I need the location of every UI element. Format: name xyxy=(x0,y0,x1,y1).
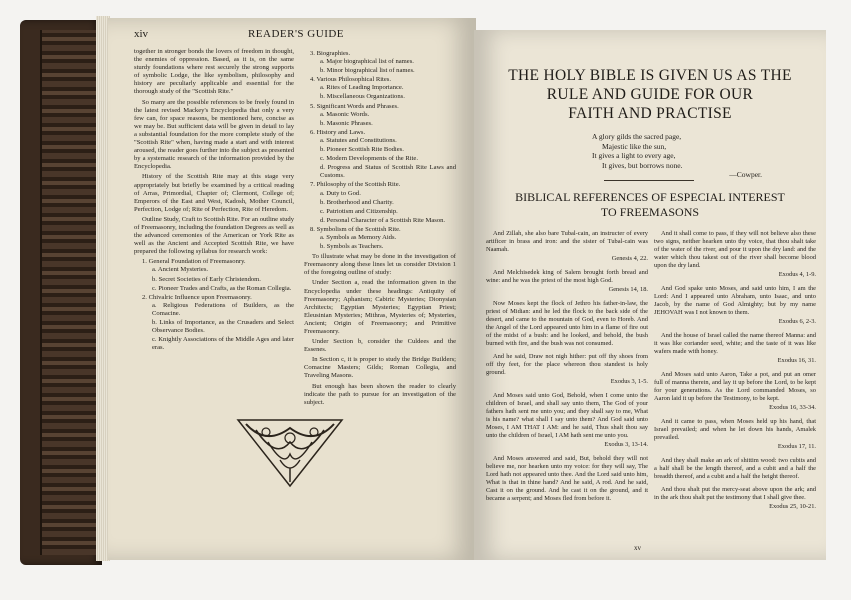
section-title: BIBLICAL REFERENCES OF ESPECIAL INTEREST TO FREEMASONS xyxy=(515,190,785,219)
scripture-reference: Exodus 25, 10-21. xyxy=(769,503,816,510)
scripture-reference: Exodus 3, 13-14. xyxy=(604,441,648,448)
body-paragraph: Under Section a, read the information given in the Encyclopedia under these headings: Antiquity of Freemasonry; Aphanism; Cabiric Mysteries; Dionysian Architects; Egyptian Mysteries; Egyptian Priest; Eleusinian Mysteries; Mithras, Mysteries of; Mysteries, Ancient; Origin of Freemasonry; and Primitive Freemasonry. xyxy=(304,279,456,335)
body-paragraph: Under Section b, consider the Culdees and the Essenes. xyxy=(304,338,456,354)
scripture-passage: And they shall make an ark of shittim wood: two cubits and a half shall be the length thereof, and a cubit and a half the breadth thereof, and a cubit and a half the height thereof. xyxy=(654,457,816,480)
scripture-reference: Exodus 16, 33-34. xyxy=(769,404,816,411)
outline-item: 4. Various Philosophical Rites. a. Rites of Leading Importance. b. Miscellaneous Organizations. xyxy=(310,76,405,101)
scripture-column-left xyxy=(486,230,648,508)
body-paragraph: Outline Study, Craft to Scottish Rite. For an outline study of Freemasonry, including the foundation Degrees as well as the advanced ceremonies of the American or York Rite as well as the Ancient and Accepted Scottish Rite, we have prepared the following syllabus for research work: xyxy=(134,215,294,256)
divider xyxy=(604,180,694,181)
scripture-reference: Exodus 3, 1-5. xyxy=(610,378,648,385)
outline-subitem: b. Links of Importance, as the Crusaders and Select Observance Bodies. xyxy=(152,319,294,335)
scripture-passage: And God spake unto Moses, and said unto him, I am the Lord: And I appeared unto Abraham, unto Isaac, and unto Jacob, by the name of God Almighty; but by my name JEHOVAH was I not known to them. xyxy=(654,285,816,316)
scripture-passage: Now Moses kept the flock of Jethro his father-in-law, the priest of Midian: and he led the flock to the back side of the desert, and came to the mountain of God, even to Horeb. And the Angel of the Lord appeared unto him in a flame of fire out of the midst of a bush: and he looked, and behold, the bush burned with fire, and the bush was not consumed. xyxy=(486,300,648,347)
outline-item: 1. General Foundation of Freemasonry. a. Ancient Mysteries. b. Secret Societies of Early Christendom. c. Pioneer Trades and Crafts, as the Roman Collegia. xyxy=(142,258,294,292)
outline-item: 8. Symbolism of the Scottish Rite. a. Symbols as Memory Aids. b. Symbols as Teachers. xyxy=(310,225,401,251)
right-page xyxy=(474,30,826,560)
page-title: THE HOLY BIBLE IS GIVEN US AS THE RULE AND GUIDE FOR OUR FAITH AND PRACTISE xyxy=(508,67,792,122)
scripture-reference: Genesis 4, 22. xyxy=(611,255,648,262)
cover-ornament xyxy=(40,30,98,555)
scripture-passage: And Melchisedek king of Salem brought forth bread and wine: and he was the priest of the most high God. xyxy=(486,269,648,284)
outline-item: 3. Biographies. a. Major biographical list of names. b. Minor biographical list of names. xyxy=(310,50,415,75)
outline-item: 5. Significant Words and Phrases. a. Masonic Words. b. Masonic Phrases. xyxy=(310,102,399,127)
outline-list-continued xyxy=(310,50,456,251)
scripture-reference: Genesis 14, 18. xyxy=(608,286,648,293)
scripture-passage: And it came to pass, when Moses held up his hand, that Israel prevailed; and when he let down his hands, Amalek prevailed. xyxy=(654,418,816,441)
running-head-title: READER'S GUIDE xyxy=(247,28,345,40)
epigraph-poem: A glory gilds the sacred page, Majestic like the sun, It gives a light to every age, It gives, but borrows none. —Cowper. xyxy=(592,132,792,180)
body-paragraph: So many are the possible references to be freely found in the latest revised Mackey's Encyclopedia that only a very few can, for space reasons, be mentioned here, concise as we may be. But sufficient data will be given in detail to lay a substantial foundation for the more complete study of the "Scottish Rite" when, having made a start and with interest aroused, the reader goes further into the subject as presented by a systematic research of the information provided by the Encyclopedia. xyxy=(134,98,294,171)
outline-item: 2. Chivalric Influence upon Freemasonry. a. Religious Federations of Builders, as the Comacine. b. Links of Importance, as the Crusaders and Select Observance Bodies. c. Knightly Associations of the Middle Ages and later eras. xyxy=(142,293,294,352)
scripture-column-right xyxy=(654,230,816,517)
outline-subitem: c. Pioneer Trades and Crafts, as the Roman Collegia. xyxy=(152,284,292,292)
outline-subitem: a. Religious Federations of Builders, as the Comacine. xyxy=(152,301,294,317)
outline-subitem: b. Secret Societies of Early Christendom. xyxy=(152,275,261,283)
body-paragraph: In Section c, it is proper to study the Bridge Builders; Comacine Masters; Gilds; Roman Collegia, and Traveling Masons. xyxy=(304,356,456,380)
scripture-reference: Exodus 17, 11. xyxy=(777,443,816,450)
decorative-ornament xyxy=(236,416,344,488)
scripture-passage: And Moses said unto God, Behold, when I come unto the children of Israel, and shall say unto them, The God of your fathers hath sent me unto you; and they shall say to me, What is his name? what shall I say unto them? And God said unto Moses, I AM THAT I AM: and he said, Thus shalt thou say unto the children of Israel, I AM hath sent me unto you. xyxy=(486,392,648,439)
scripture-passage: And Zillah, she also bare Tubal-cain, an instructer of every artificer in brass and iron: and the sister of Tubal-cain was Naamah. xyxy=(486,230,648,253)
page-folio: xv xyxy=(634,544,641,552)
right-column xyxy=(304,48,456,409)
body-paragraph: together in stronger bonds the lovers of freedom in thought, the enemies of oppression. Based, as it is, on the same sturdy foundations where rest securely the strong supports of symbolic Lodge, the like symbolism, philosophy and history are peculiarly applicable and essential for the thorough study of the "Scottish Rite." xyxy=(134,48,294,96)
body-paragraph: History of the Scottish Rite may at this stage very appropriately but briefly be examined by a critical reading of Arras, Primordial, Chapter of; Clermont, College of; Emperors of the East and West, Kadosh, Mother Council, Perfection, Lodge of; Rite of Perfection, Rite of Heredom. xyxy=(134,173,294,213)
scripture-passage: And the house of Israel called the name thereof Manna: and it was like coriander seed, white; and the taste of it was like wafers made with honey. xyxy=(654,332,816,355)
scripture-reference: Exodus 4, 1-9. xyxy=(778,271,816,278)
scripture-reference: Exodus 16, 31. xyxy=(777,357,816,364)
outline-subitem: c. Knightly Associations of the Middle Ages and later eras. xyxy=(152,336,294,352)
poem-attribution: —Cowper. xyxy=(729,170,762,179)
running-head xyxy=(134,28,458,40)
scripture-passage: And thou shalt put the mercy-seat above upon the ark; and in the ark thou shalt put the testimony that I shall give thee. xyxy=(654,486,816,501)
outline-item: 6. History and Laws. a. Statutes and Constitutions. b. Pioneer Scottish Rite Bodies. c. Modern Developments of the Rite. d. Progress and Status of Scottish Rite Laws and Customs. xyxy=(310,128,456,180)
page-number: xiv xyxy=(134,28,149,40)
scripture-passage: And Moses answered and said, But, behold they will not believe me, nor hearken unto my voice: for they will say, The Lord hath not appeared unto thee. And the Lord said unto him, What is that in thine hand? And he said, A rod. And he said, Cast it on the ground. And he cast it on the ground, and it became a serpent; and Moses fled from before it. xyxy=(486,455,648,502)
outline-subitem: a. Ancient Mysteries. xyxy=(152,266,209,274)
body-paragraph: To illustrate what may be done in the investigation of Freemasonry along these lines let us consider Division 1 of the foregoing outline of study: xyxy=(304,253,456,277)
scripture-passage: And he said, Draw not nigh hither: put off thy shoes from off thy feet, for the place whereon thou standest is holy ground. xyxy=(486,353,648,376)
scripture-passage: And Moses said unto Aaron, Take a pot, and put an omer full of manna therein, and lay it up before the Lord, to be kept for your generations. As the Lord commanded Moses, so Aaron laid it up before the Testimony, to be kept. xyxy=(654,371,816,402)
left-column xyxy=(134,48,294,354)
outline-item: 7. Philosophy of the Scottish Rite. a. Duty to God. b. Brotherhood and Charity. c. Patriotism and Citizenship. d. Personal Character of a Scottish Rite Mason. xyxy=(310,181,446,224)
scripture-reference: Exodus 6, 2-3. xyxy=(778,318,816,325)
left-page xyxy=(108,18,476,560)
body-paragraph: But enough has been shown the reader to clearly indicate the path to pursue for an investigation of the subject. xyxy=(304,382,456,406)
scripture-passage: And it shall come to pass, if they will not believe also these two signs, neither hearken unto thy voice, that thou shalt take of the water of the river, and pour it upon the dry land: and the water which thou takest out of the river shall become blood upon the dry land. xyxy=(654,230,816,269)
outline-list xyxy=(142,258,294,352)
